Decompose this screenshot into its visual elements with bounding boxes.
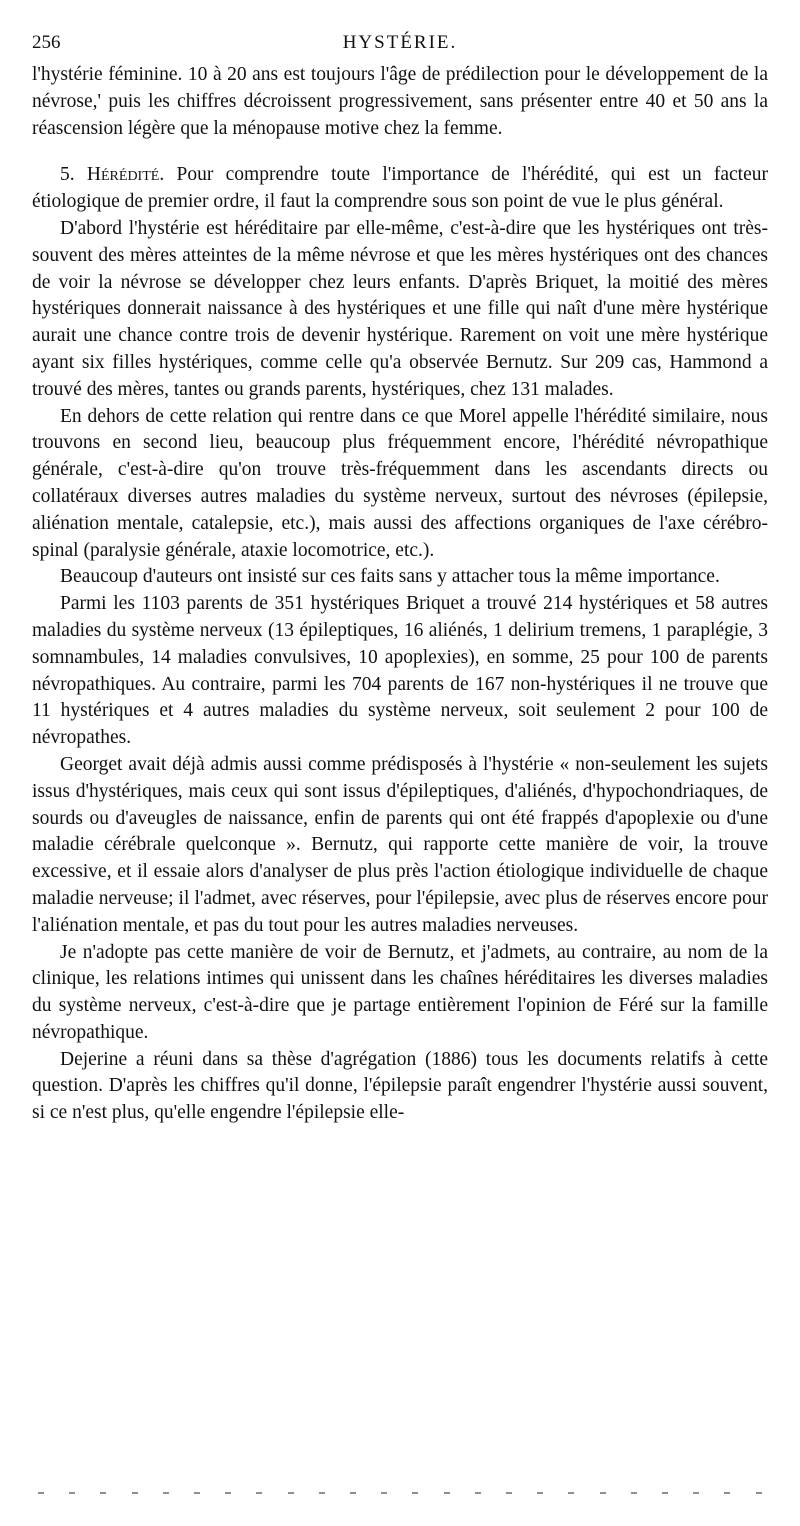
paragraph: Beaucoup d'auteurs ont insisté sur ces faits sans y attacher tous la même importance. [60, 566, 720, 588]
paragraph: En dehors de cette relation qui rentre dans ce que Morel appelle l'hérédité similaire, nous trouvons en second lieu, beaucoup plus fréquemment encore, l'hérédité névropathique générale, c'est-à-dire qu'on trouve très-fréquemment dans les ascendants directs ou collatéraux diverses autres maladies du système nerveux, surtout des névroses (épilepsie, aliénation mentale, catalepsie, etc.), mais aussi des affections organiques de l'axe cérébro-spinal (paralysie générale, ataxie locomotrice, etc.). [32, 405, 768, 561]
paragraph: D'abord l'hystérie est héréditaire par elle-même, c'est-à-dire que les hystériques ont très-souvent des mères atteintes de la même névrose et que les mères hystériques ont des chances de voir la névrose se développer chez leurs enfants. D'après Briquet, la moitié des mères hystériques donnerait naissance à des hystériques et une fille qui naît d'une mère hystérique aurait une chance contre trois de devenir hystérique. Rarement on voit une mère hystérique ayant six filles hystériques, comme celle qu'a observée Bernutz. Sur 209 cas, Hammond a trouvé des mères, tantes ou grands parents, hystériques, chez 131 malades. [32, 217, 768, 400]
paragraph-continuation: l'hystérie féminine. 10 à 20 ans est toujours l'âge de prédilection pour le développement de la névrose,' puis les chiffres décroissent progressivement, sans présenter entre 40 et 50 ans la réascension légère que la ménopause motive chez la femme. [32, 64, 768, 139]
paragraph: Georget avait déjà admis aussi comme prédisposés à l'hystérie « non-seulement les sujets issus d'hystériques, mais ceux qui sont issus d'épileptiques, d'aliénés, d'hypochondriaques, de sourds ou d'aveugles de naissance, enfin de parents qui ont été frappés d'apoplexie ou d'une maladie cérébrale quelconque ». Bernutz, qui rapporte cette manière de voir, la trouve excessive, et il essaie alors d'analyser de plus près l'action étiologique individuelle de chaque maladie nerveuse; il l'admet, avec réserves, pour l'épilepsie, avec plus de réserves encore pour l'aliénation mentale, et pas du tout pour les autres maladies nerveuses. [32, 753, 768, 936]
paragraph: Dejerine a réuni dans sa thèse d'agrégation (1886) tous les documents relatifs à cette question. D'après les chiffres qu'il donne, l'épilepsie paraît engendrer l'hystérie aussi souvent, si ce n'est plus, qu'elle engendre l'épilepsie elle- [32, 1048, 768, 1124]
footer-scan-marks [38, 1490, 762, 1496]
paragraph-heredite [32, 162, 768, 216]
page-header [32, 32, 768, 58]
section-label: 5. Hérédité. [60, 164, 165, 186]
body-text [32, 62, 768, 1127]
paragraph: Parmi les 1103 parents de 351 hystériques Briquet a trouvé 214 hystériques et 58 autres maladies du système nerveux (13 épileptiques, 16 aliénés, 1 delirium tremens, 1 paraplégie, 3 somnambules, 14 maladies convulsives, 10 apoplexies), en somme, 25 pour 100 de parents névropathiques. Au contraire, parmi les 704 parents de 167 non-hystériques il ne trouve que 11 hystériques et 4 autres maladies du système nerveux, soit seulement 2 pour 100 de névropathes. [32, 593, 768, 749]
paragraph-text: Pour comprendre toute l'importance de l'hérédité, qui est un facteur étiologique de premier ordre, il faut la comprendre sous son point de vue le plus général. [32, 164, 768, 213]
page-number: 256 [32, 32, 61, 53]
running-title: HYSTÉRIE. [342, 32, 458, 53]
paragraph: Je n'adopte pas cette manière de voir de Bernutz, et j'admets, au contraire, au nom de la clinique, les relations intimes qui unissent dans les chaînes héréditaires les diverses maladies du système nerveux, c'est-à-dire que je partage entièrement l'opinion de Féré sur la famille névropathique. [32, 941, 768, 1043]
